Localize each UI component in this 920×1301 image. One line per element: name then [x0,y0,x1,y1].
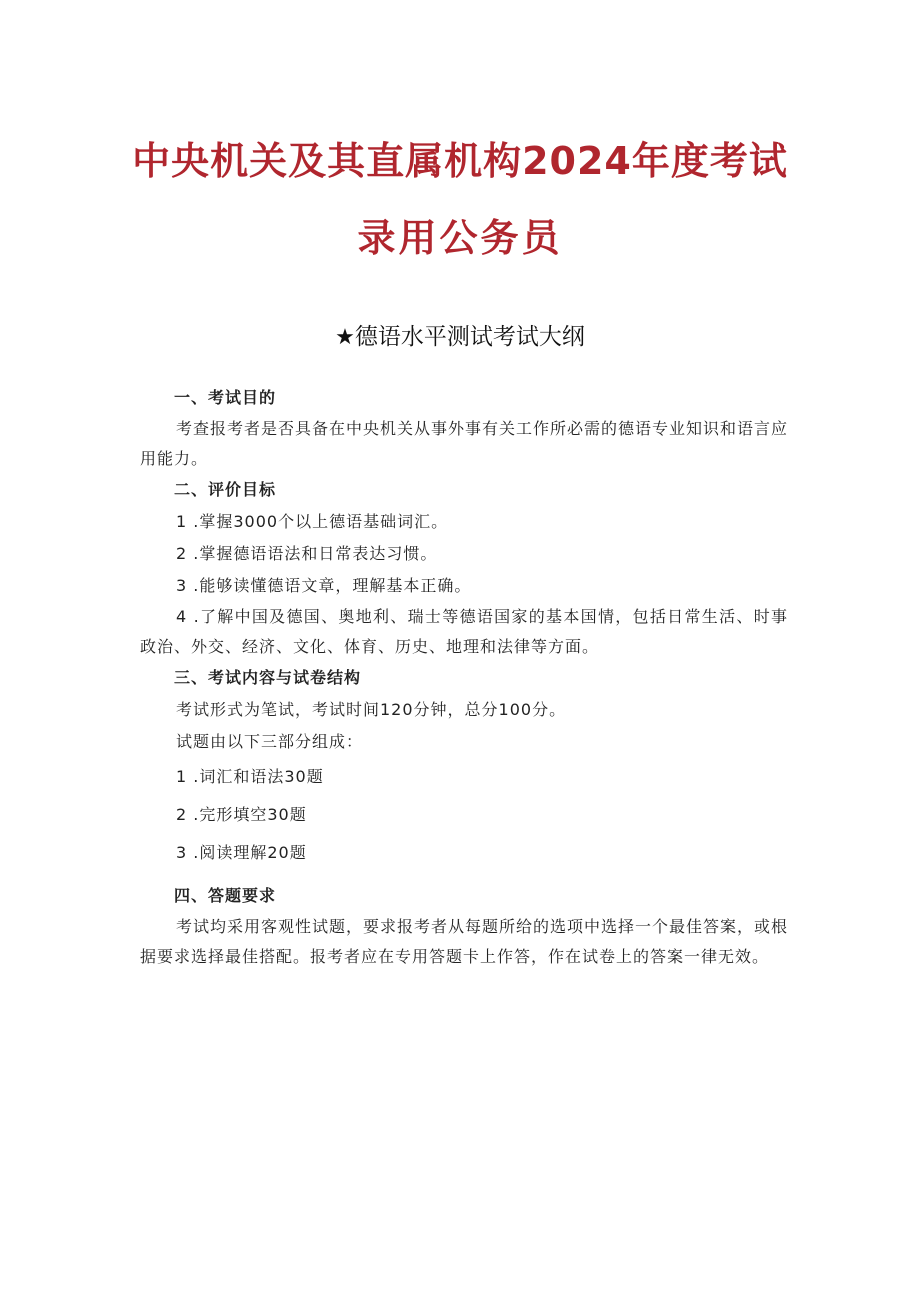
exam-part-2: 2 .完形填空30题 [176,805,307,824]
purpose-paragraph: 考查报考者是否具备在中央机关从事外事有关工作所必需的德语专业知识和语言应用能力。 [140,419,789,468]
exam-part-3: 3 .阅读理解20题 [176,843,307,862]
document-title-line-1: 中央机关及其直属机构2024年度考试 [132,139,788,183]
requirements-paragraph: 考试均采用客观性试题，要求报考者从每题所给的选项中选择一个最佳答案，或根据要求选择最佳搭配。报考者应在专用答题卡上作答，作在试卷上的答案一律无效。 [140,917,789,966]
section-heading-purpose: 一、考试目的 [174,388,277,407]
subtitle-text: 德语水平测试考试大纲 [354,324,585,350]
goal-item-2: 2 .掌握德语语法和日常表达习惯。 [176,544,438,563]
document-title-line-2: 录用公务员 [357,216,563,260]
goal-item-3: 3 .能够读懂德语文章，理解基本正确。 [176,576,472,595]
section-heading-requirements: 四、答题要求 [174,886,277,905]
section-heading-structure: 三、考试内容与试卷结构 [174,668,362,687]
star-icon: ★ [335,325,355,350]
goal-item-1: 1 .掌握3000个以上德语基础词汇。 [176,512,449,531]
goal-item-4: 4 .了解中国及德国、奥地利、瑞士等德语国家的基本国情，包括日常生活、时事政治、外交、经济、文化、体育、历史、地理和法律等方面。 [140,607,788,656]
document-body [140,382,788,972]
document-subtitle [0,318,920,351]
exam-parts-intro: 试题由以下三部分组成： [176,732,364,751]
exam-format: 考试形式为笔试，考试时间120分钟，总分100分。 [176,700,567,719]
exam-part-1: 1 .词汇和语法30题 [176,767,324,786]
section-heading-goals: 二、评价目标 [174,480,277,499]
